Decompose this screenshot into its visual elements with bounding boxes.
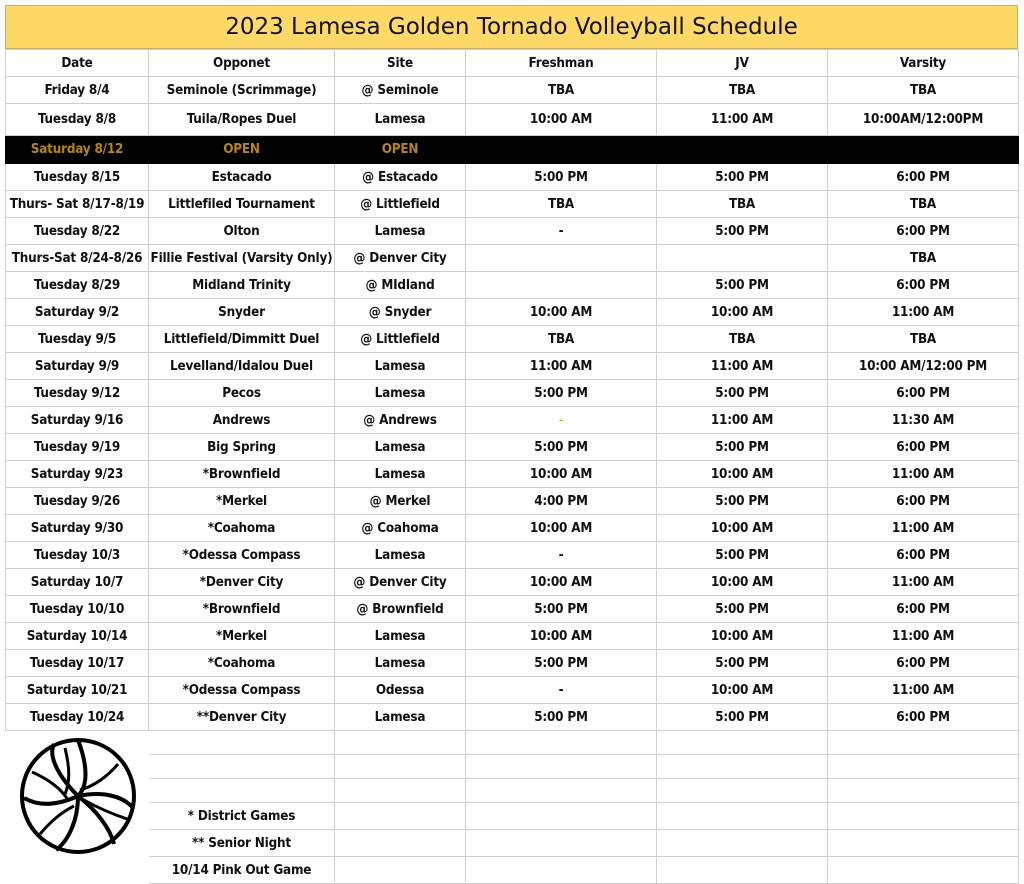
table-cell: 6:00 PM [828, 164, 1019, 191]
table-cell: @ Coahoma [335, 515, 466, 542]
empty-cell [335, 731, 466, 755]
table-cell: Saturday 9/2 [6, 299, 149, 326]
table-cell: 5:00 PM [657, 704, 828, 731]
table-cell: 6:00 PM [828, 542, 1019, 569]
table-cell: Tuesday 8/8 [6, 104, 149, 136]
table-cell: Saturday 9/9 [6, 353, 149, 380]
table-row [6, 191, 1019, 218]
empty-cell [657, 857, 828, 884]
table-cell: OPEN [335, 136, 466, 164]
empty-cell [335, 755, 466, 779]
table-row [6, 569, 1019, 596]
empty-cell [6, 857, 149, 884]
table-cell: 5:00 PM [466, 434, 657, 461]
table-cell: Saturday 10/14 [6, 623, 149, 650]
table-cell: 5:00 PM [657, 434, 828, 461]
empty-cell [466, 803, 657, 830]
table-cell: 11:00 AM [828, 461, 1019, 488]
table-cell [657, 136, 828, 164]
column-header: Date [6, 50, 149, 77]
table-cell: Tuesday 9/5 [6, 326, 149, 353]
table-cell: TBA [828, 191, 1019, 218]
table-cell: *Brownfield [149, 461, 335, 488]
table-cell: 11:30 AM [828, 407, 1019, 434]
table-row [6, 677, 1019, 704]
table-cell: 6:00 PM [828, 650, 1019, 677]
table-cell: 10:00 AM [657, 299, 828, 326]
table-row [6, 650, 1019, 677]
table-row [6, 272, 1019, 299]
table-cell: @ Littlefield [335, 326, 466, 353]
empty-cell [149, 755, 335, 779]
table-cell: 10:00 AM [466, 623, 657, 650]
empty-cell [335, 803, 466, 830]
table-cell: 5:00 PM [657, 164, 828, 191]
empty-cell [828, 830, 1019, 857]
empty-cell [657, 779, 828, 803]
table-cell: OPEN [149, 136, 335, 164]
table-cell: Lamesa [335, 353, 466, 380]
table-cell: Estacado [149, 164, 335, 191]
empty-cell [828, 779, 1019, 803]
table-cell: 6:00 PM [828, 272, 1019, 299]
footer-row [6, 779, 1019, 803]
table-cell: 5:00 PM [657, 488, 828, 515]
table-cell: 11:00 AM [657, 104, 828, 136]
empty-cell [828, 755, 1019, 779]
table-cell: **Denver City [149, 704, 335, 731]
empty-cell [657, 803, 828, 830]
table-cell: *Odessa Compass [149, 677, 335, 704]
table-cell: 5:00 PM [657, 650, 828, 677]
table-cell: 5:00 PM [657, 218, 828, 245]
table-cell: TBA [466, 191, 657, 218]
table-cell: 10:00AM/12:00PM [828, 104, 1019, 136]
empty-cell [657, 731, 828, 755]
district-games-note: * District Games [149, 803, 335, 830]
table-cell: Tuesday 8/22 [6, 218, 149, 245]
table-row [6, 596, 1019, 623]
empty-cell [828, 731, 1019, 755]
table-cell: TBA [466, 326, 657, 353]
empty-cell [466, 731, 657, 755]
table-cell: Lamesa [335, 380, 466, 407]
empty-cell [828, 803, 1019, 830]
table-cell: 10:00 AM [466, 299, 657, 326]
table-cell: 6:00 PM [828, 434, 1019, 461]
table-cell [466, 272, 657, 299]
table-cell [657, 245, 828, 272]
table-cell: 5:00 PM [466, 650, 657, 677]
table-cell: 11:00 AM [657, 353, 828, 380]
footer-row [6, 857, 1019, 884]
table-row [6, 164, 1019, 191]
table-cell: Tuesday 10/17 [6, 650, 149, 677]
table-cell: @ MIdland [335, 272, 466, 299]
table-row [6, 407, 1019, 434]
header-row [6, 50, 1019, 77]
table-cell: Fillie Festival (Varsity Only) [149, 245, 335, 272]
column-header: Freshman [466, 50, 657, 77]
table-row [6, 353, 1019, 380]
table-cell: 11:00 AM [657, 407, 828, 434]
table-row [6, 704, 1019, 731]
table-cell: 11:00 AM [828, 299, 1019, 326]
table-cell: 10:00 AM [466, 515, 657, 542]
table-cell: Saturday 9/16 [6, 407, 149, 434]
table-cell: 10:00 AM [466, 569, 657, 596]
table-cell: *Merkel [149, 623, 335, 650]
table-cell: TBA [657, 191, 828, 218]
empty-cell [466, 857, 657, 884]
table-cell: Lamesa [335, 104, 466, 136]
table-cell: Lamesa [335, 650, 466, 677]
table-row [6, 542, 1019, 569]
table-cell: 11:00 AM [828, 569, 1019, 596]
volleyball-icon [18, 736, 138, 856]
table-cell: Pecos [149, 380, 335, 407]
empty-cell [149, 779, 335, 803]
table-cell [466, 136, 657, 164]
table-cell: Midland Trinity [149, 272, 335, 299]
table-cell: *Denver City [149, 569, 335, 596]
table-row [6, 623, 1019, 650]
table-cell: Seminole (Scrimmage) [149, 77, 335, 104]
table-cell: 10:00 AM [466, 104, 657, 136]
table-cell: *Brownfield [149, 596, 335, 623]
table-cell: 10:00 AM [657, 623, 828, 650]
table-cell: Lamesa [335, 218, 466, 245]
column-header: Varsity [828, 50, 1019, 77]
table-cell: Saturday 10/21 [6, 677, 149, 704]
table-cell: TBA [828, 77, 1019, 104]
table-cell: Littlefield/Dimmitt Duel [149, 326, 335, 353]
table-cell: Tuesday 9/19 [6, 434, 149, 461]
table-cell: Tuila/Ropes Duel [149, 104, 335, 136]
table-cell: @ Littlefield [335, 191, 466, 218]
table-cell: 10:00 AM [657, 677, 828, 704]
table-cell: @ Denver City [335, 569, 466, 596]
table-row [6, 299, 1019, 326]
table-cell: Odessa [335, 677, 466, 704]
table-cell: 10:00 AM [657, 515, 828, 542]
table-cell: @ Seminole [335, 77, 466, 104]
column-header: Site [335, 50, 466, 77]
table-cell: Thurs- Sat 8/17-8/19 [6, 191, 149, 218]
table-cell: @ Snyder [335, 299, 466, 326]
table-cell: @ Andrews [335, 407, 466, 434]
table-cell: Tuesday 9/12 [6, 380, 149, 407]
table-cell: - [466, 677, 657, 704]
footer-row [6, 803, 1019, 830]
empty-cell [335, 779, 466, 803]
table-cell: 5:00 PM [657, 380, 828, 407]
table-cell: - [466, 218, 657, 245]
table-cell: 11:00 AM [828, 515, 1019, 542]
table-row [6, 515, 1019, 542]
table-cell: *Merkel [149, 488, 335, 515]
empty-cell [657, 755, 828, 779]
schedule-sheet [5, 5, 1018, 884]
table-cell: Lamesa [335, 542, 466, 569]
table-cell: 6:00 PM [828, 380, 1019, 407]
table-cell: Tuesday 10/10 [6, 596, 149, 623]
empty-cell [466, 830, 657, 857]
table-cell: Tuesday 8/29 [6, 272, 149, 299]
table-cell: 5:00 PM [466, 164, 657, 191]
table-cell: 10:00 AM [657, 569, 828, 596]
table-row [6, 218, 1019, 245]
table-cell: Tuesday 10/24 [6, 704, 149, 731]
table-cell: Lamesa [335, 704, 466, 731]
table-row [6, 326, 1019, 353]
table-cell: 6:00 PM [828, 596, 1019, 623]
table-cell: Friday 8/4 [6, 77, 149, 104]
table-cell: *Coahoma [149, 515, 335, 542]
table-cell: @ Brownfield [335, 596, 466, 623]
empty-cell [149, 731, 335, 755]
table-cell: 5:00 PM [466, 596, 657, 623]
table-cell: Tuesday 8/15 [6, 164, 149, 191]
table-cell: 11:00 AM [828, 623, 1019, 650]
empty-cell [466, 779, 657, 803]
table-cell: - [466, 542, 657, 569]
table-cell: @ Merkel [335, 488, 466, 515]
table-cell: Snyder [149, 299, 335, 326]
table-cell: Levelland/Idalou Duel [149, 353, 335, 380]
table-cell: 5:00 PM [466, 704, 657, 731]
table-cell: Lamesa [335, 623, 466, 650]
table-row [6, 77, 1019, 104]
footer-row [6, 731, 1019, 755]
table-row [6, 136, 1019, 164]
table-cell: 4:00 PM [466, 488, 657, 515]
schedule-title: 2023 Lamesa Golden Tornado Volleyball Schedule [5, 5, 1018, 49]
table-cell: @ Denver City [335, 245, 466, 272]
table-cell [466, 245, 657, 272]
table-cell: @ Estacado [335, 164, 466, 191]
empty-cell [828, 857, 1019, 884]
table-cell [828, 136, 1019, 164]
column-header: JV [657, 50, 828, 77]
table-cell: 10:00 AM [657, 461, 828, 488]
table-cell: Thurs-Sat 8/24-8/26 [6, 245, 149, 272]
pink-out-note: 10/14 Pink Out Game [149, 857, 335, 884]
table-cell: 6:00 PM [828, 704, 1019, 731]
table-cell: 5:00 PM [466, 380, 657, 407]
empty-cell [657, 830, 828, 857]
table-cell: 10:00 AM/12:00 PM [828, 353, 1019, 380]
table-cell: Saturday 8/12 [6, 136, 149, 164]
empty-cell [335, 830, 466, 857]
table-cell: *Odessa Compass [149, 542, 335, 569]
table-row [6, 488, 1019, 515]
table-cell: Lamesa [335, 434, 466, 461]
table-cell: TBA [828, 245, 1019, 272]
footer-row [6, 830, 1019, 857]
table-row [6, 434, 1019, 461]
table-cell: Big Spring [149, 434, 335, 461]
table-cell: 5:00 PM [657, 272, 828, 299]
table-cell: Olton [149, 218, 335, 245]
table-cell: Tuesday 9/26 [6, 488, 149, 515]
table-cell: 11:00 AM [828, 677, 1019, 704]
table-cell: - [466, 407, 657, 434]
schedule-table [5, 49, 1019, 884]
table-cell: TBA [828, 326, 1019, 353]
table-row [6, 104, 1019, 136]
table-row [6, 461, 1019, 488]
table-cell: Andrews [149, 407, 335, 434]
table-cell: TBA [466, 77, 657, 104]
table-row [6, 380, 1019, 407]
table-cell: TBA [657, 77, 828, 104]
empty-cell [466, 755, 657, 779]
table-cell: 10:00 AM [466, 461, 657, 488]
table-cell: Lamesa [335, 461, 466, 488]
table-row [6, 245, 1019, 272]
table-cell: Saturday 10/7 [6, 569, 149, 596]
footer-row [6, 755, 1019, 779]
table-cell: TBA [657, 326, 828, 353]
table-cell: Saturday 9/30 [6, 515, 149, 542]
table-cell: *Coahoma [149, 650, 335, 677]
table-cell: 5:00 PM [657, 542, 828, 569]
table-cell: 6:00 PM [828, 488, 1019, 515]
table-cell: Tuesday 10/3 [6, 542, 149, 569]
table-cell: Littlefiled Tournament [149, 191, 335, 218]
senior-night-note: ** Senior Night [149, 830, 335, 857]
empty-cell [335, 857, 466, 884]
table-cell: 6:00 PM [828, 218, 1019, 245]
table-cell: 5:00 PM [657, 596, 828, 623]
table-cell: Saturday 9/23 [6, 461, 149, 488]
column-header: Opponet [149, 50, 335, 77]
table-cell: 11:00 AM [466, 353, 657, 380]
